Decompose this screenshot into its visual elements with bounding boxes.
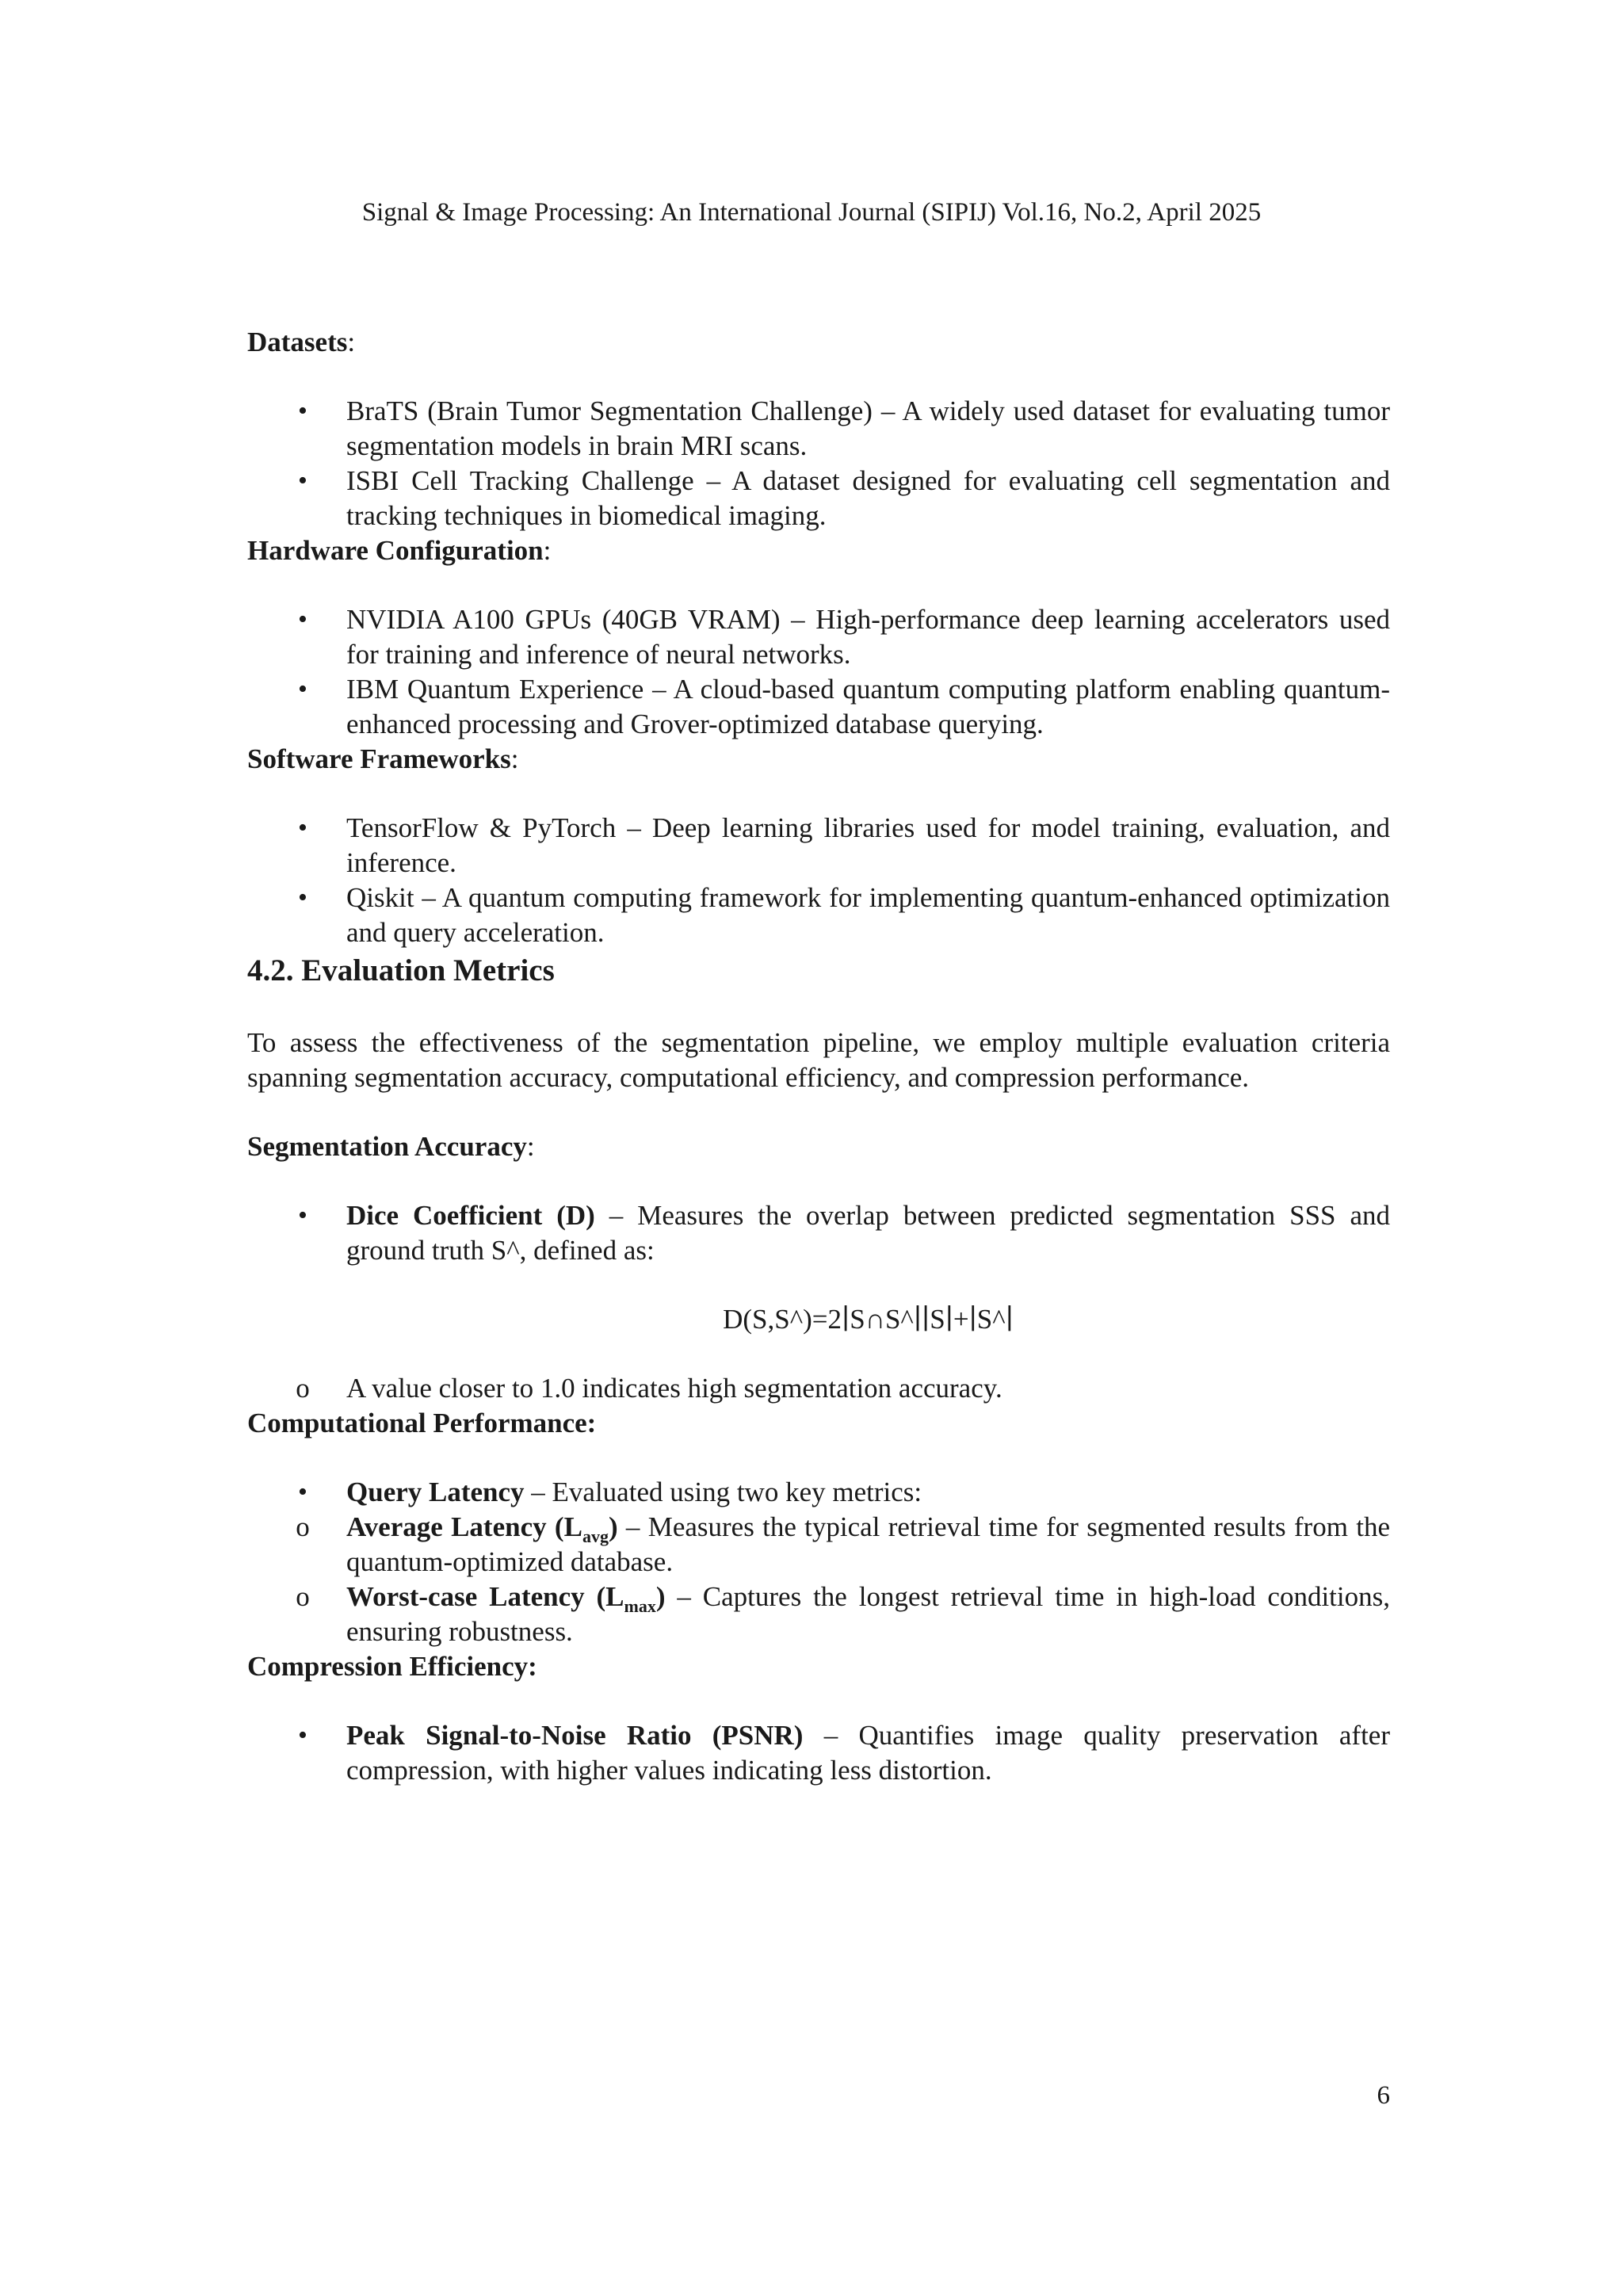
hardware-heading: Hardware Configuration: xyxy=(247,535,552,566)
section-intro-paragraph: To assess the effectiveness of the segmentation pipeline, we employ multiple evaluation criteria spanning segmentation accuracy, computational efficiency, and compression performance. xyxy=(247,1027,1390,1093)
bullet-icon: • xyxy=(298,883,307,912)
bullet-icon: • xyxy=(298,1721,307,1750)
bullet-icon: • xyxy=(298,605,307,634)
compression-list xyxy=(247,1718,1390,1788)
hardware-list xyxy=(247,602,1390,742)
list-item: • Qiskit – A quantum computing framework for implementing quantum-enhanced optimization and query acceleration. xyxy=(247,881,1390,950)
software-heading: Software Frameworks: xyxy=(247,743,519,774)
list-item: o A value closer to 1.0 indicates high segmentation accuracy. xyxy=(247,1371,1390,1406)
segmentation-accuracy-sublist xyxy=(247,1371,1390,1406)
list-item: • Dice Coefficient (D) – Measures the overlap between predicted segmentation SSS and ground truth S^, defined as: xyxy=(247,1198,1390,1268)
list-item: • BraTS (Brain Tumor Segmentation Challenge) – A widely used dataset for evaluating tumor segmentation models in brain MRI scans. xyxy=(247,394,1390,464)
page-number: 6 xyxy=(1377,2081,1390,2110)
section-heading-4-2: 4.2. Evaluation Metrics xyxy=(247,953,555,988)
list-item: • NVIDIA A100 GPUs (40GB VRAM) – High-performance deep learning accelerators used for training and inference of neural networks. xyxy=(247,602,1390,672)
list-item: • IBM Quantum Experience – A cloud-based quantum computing platform enabling quantum-enhanced processing and Grover-optimized database querying. xyxy=(247,672,1390,742)
sub-bullet-icon: o xyxy=(296,1581,310,1612)
dice-formula: D(S,S^)=2∣S∩S^∣∣S∣+∣S^∣ xyxy=(723,1304,1014,1335)
bullet-icon: • xyxy=(298,1477,307,1507)
sub-bullet-icon: o xyxy=(296,1511,310,1542)
bullet-icon: • xyxy=(298,674,307,704)
bullet-icon: • xyxy=(298,813,307,842)
running-header: Signal & Image Processing: An International Journal (SIPIJ) Vol.16, No.2, April 2025 xyxy=(361,198,1262,227)
segmentation-accuracy-list xyxy=(247,1198,1390,1268)
sub-bullet-icon: o xyxy=(296,1373,310,1404)
list-item: o Worst-case Latency $(L_{max})$ – Captures the longest retrieval time in high-load conditions, ensuring robustness. xyxy=(296,1581,1390,1647)
list-item: • Query Latency – Evaluated using two key metrics: xyxy=(247,1475,1390,1510)
list-item: • Peak Signal-to-Noise Ratio (PSNR) – Quantifies image quality preservation after compression, with higher values indicating less distortion. xyxy=(247,1718,1390,1788)
latency-metrics-sublist xyxy=(247,1510,1390,1649)
bullet-icon: • xyxy=(298,466,307,495)
query-latency-list xyxy=(247,1475,1390,1510)
list-item: • TensorFlow & PyTorch – Deep learning libraries used for model training, evaluation, and inference. xyxy=(247,811,1390,881)
software-list xyxy=(247,811,1390,950)
list-item: o Average Latency $(L_{avg})$ – Measures the typical retrieval time for segmented results from the quantum-optimized database. xyxy=(296,1511,1390,1577)
segmentation-accuracy-heading: Segmentation Accuracy: xyxy=(247,1131,535,1162)
compression-efficiency-heading: Compression Efficiency: xyxy=(247,1651,537,1682)
bullet-icon: • xyxy=(298,396,307,426)
computational-performance-heading: Computational Performance: xyxy=(247,1408,597,1438)
bullet-icon: • xyxy=(298,1201,307,1230)
page-body xyxy=(247,325,1390,1788)
list-item: • ISBI Cell Tracking Challenge – A dataset designed for evaluating cell segmentation and tracking techniques in biomedical imaging. xyxy=(247,464,1390,533)
datasets-heading: Datasets: xyxy=(247,327,356,357)
datasets-list xyxy=(247,394,1390,533)
